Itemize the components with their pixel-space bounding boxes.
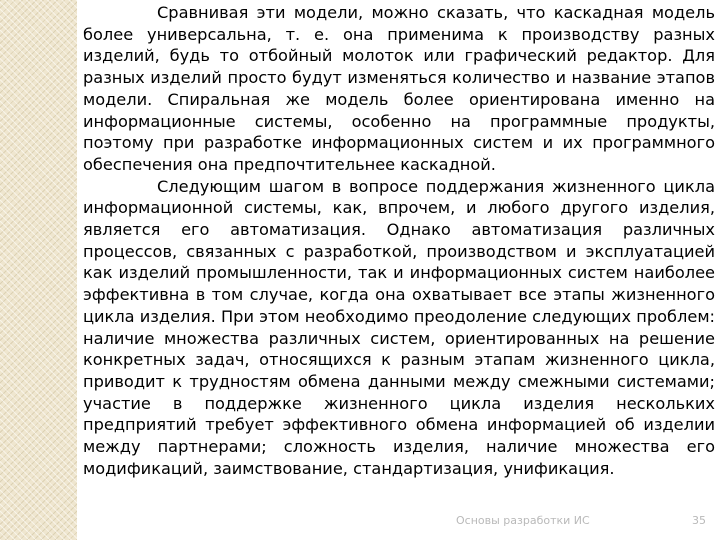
paragraph-model-comparison: Сравнивая эти модели, можно сказать, что каскадная модель более универсальна, т. е. она применима к производству разных изделий, будь то отбойный молоток или графический редактор. Для разных изделий просто будут изменяться количество и название этапов модели. Спиральная же модель более ориентирована именно на информационные системы, особенно на программные продукты, поэтому при разработке информационных систем и их программного обеспечения она предпочтительнее каскадной. bbox=[83, 3, 715, 174]
footer-title: Основы разработки ИС bbox=[456, 514, 590, 527]
decorative-side-strip bbox=[0, 0, 77, 540]
paragraph-lifecycle-automation: Следующим шагом в вопросе поддержания жизненного цикла информационной системы, как, впрочем, и любого другого изделия, является его автоматизация. Однако автоматизация различных процессов, связанных с разработкой, производством и эксплуатацией как изделий промышленности, так и информационных систем наиболее эффективна в том случае, когда она охватывает все этапы жизненного цикла изделия. При этом необходимо преодоление следующих проблем: наличие множества различных систем, ориентированных на решение конкретных задач, относящихся к разным этапам жизненного цикла, приводит к трудностям обмена данными между смежными системами; участие в поддержке жизненного цикла изделия нескольких предприятий требует эффективного обмена информацией об изделии между партнерами; сложность изделия, наличие множества его модификаций, заимствование, стандартизация, унификация. bbox=[83, 176, 715, 478]
page-number: 35 bbox=[692, 514, 706, 527]
slide-body bbox=[83, 2, 715, 540]
